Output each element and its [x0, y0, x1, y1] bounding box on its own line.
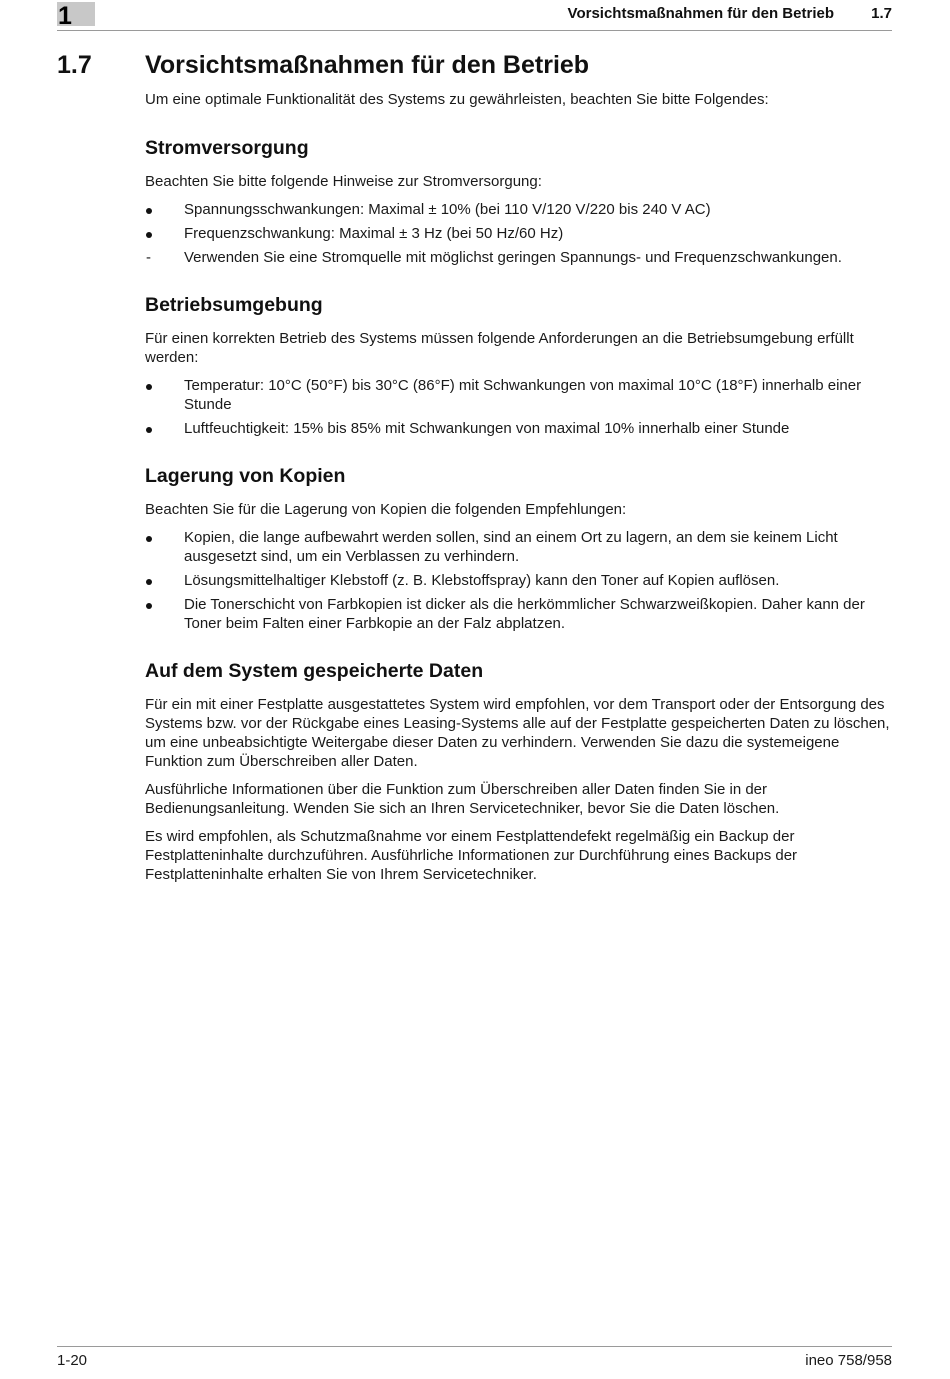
list-item: [145, 200, 893, 219]
subsection-heading: Auf dem System gespeicherte Daten: [145, 660, 484, 682]
page-footer: [57, 1346, 892, 1369]
bullet-dot: [146, 536, 152, 542]
bullet-dot: [146, 208, 152, 214]
list-item-text: Kopien, die lange aufbewahrt werden sollen, sind an einem Ort zu lagern, an dem sie keinem Licht ausgesetzt sind, um ein Verblassen zu verhindern.: [184, 529, 838, 565]
list-item: [145, 248, 893, 267]
page-content: [145, 90, 893, 910]
bullet-icon: [146, 528, 160, 547]
subsection: [145, 136, 893, 267]
list-item-text: Lösungsmittelhaltiger Klebstoff (z. B. Klebstoffspray) kann den Toner auf Kopien auflösen.: [184, 572, 780, 589]
page-number: 1-20: [57, 1352, 88, 1369]
subsection-heading: Stromversorgung: [145, 137, 309, 159]
list-item: [145, 419, 893, 438]
bullet-icon: [146, 595, 160, 614]
section-intro: Um eine optimale Funktionalität des Systems zu gewährleisten, beachten Sie bitte Folgendes:: [145, 91, 769, 108]
bullet-dot: [146, 579, 152, 585]
bullet-icon: [146, 200, 160, 219]
page-header: [57, 0, 892, 31]
bullet-icon: [146, 224, 160, 243]
subsection-list: [145, 136, 893, 884]
list-item: [145, 376, 893, 414]
paragraph: Für einen korrekten Betrieb des Systems müssen folgende Anforderungen an die Betriebsumgebung erfüllt werden:: [145, 330, 854, 366]
bullet-icon: [146, 376, 160, 395]
list-item-text: Temperatur: 10°C (50°F) bis 30°C (86°F) mit Schwankungen von maximal 10°C (18°F) innerhalb einer Stunde: [184, 377, 862, 413]
list-item-text: Spannungsschwankungen: Maximal ± 10% (bei 110 V/120 V/220 bis 240 V AC): [184, 201, 711, 218]
section-title: Vorsichtsmaßnahmen für den Betrieb: [145, 51, 590, 79]
subsection-heading: Betriebsumgebung: [145, 294, 323, 316]
section-number: 1.7: [57, 51, 92, 79]
bullet-dot: [146, 232, 152, 238]
paragraph: Für ein mit einer Festplatte ausgestattetes System wird empfohlen, vor dem Transport oder der Entsorgung des Systems bzw. vor der Rückgabe eines Leasing-Systems alle auf der Festplatte gespeicherten Daten zu löschen, um eine unbeabsichtigte Weitergabe dieser Daten zu verhindern. Verwenden Sie dazu die systemeigene Funktion zum Überschreiben aller Daten.: [145, 696, 890, 770]
paragraph: Beachten Sie für die Lagerung von Kopien die folgenden Empfehlungen:: [145, 501, 627, 518]
list-item-text: Die Tonerschicht von Farbkopien ist dicker als die herkömmlicher Schwarzweißkopien. Daher kann der Toner beim Falten einer Farbkopie an der Falz abplatzen.: [184, 596, 865, 632]
list-item: [145, 528, 893, 566]
subsection-heading: Lagerung von Kopien: [145, 465, 346, 487]
list-item: [145, 224, 893, 243]
subsection: [145, 293, 893, 438]
list-item-text: Luftfeuchtigkeit: 15% bis 85% mit Schwankungen von maximal 10% innerhalb einer Stunde: [184, 420, 790, 437]
bullet-list: [145, 200, 893, 267]
list-item-text: Frequenzschwankung: Maximal ± 3 Hz (bei 50 Hz/60 Hz): [184, 225, 564, 242]
running-header-title: Vorsichtsmaßnahmen für den Betrieb: [567, 5, 834, 22]
running-header-section-number: 1.7: [871, 5, 892, 22]
bullet-dot: [146, 427, 152, 433]
list-item-text: Verwenden Sie eine Stromquelle mit möglichst geringen Spannungs- und Frequenzschwankungen.: [184, 249, 842, 266]
product-name: ineo 758/958: [805, 1352, 892, 1369]
dash-icon: -: [146, 249, 151, 266]
subsection: [145, 464, 893, 633]
list-item: [145, 595, 893, 633]
list-item: [145, 571, 893, 590]
subsection: [145, 659, 893, 884]
bullet-list: [145, 376, 893, 438]
paragraph: Beachten Sie bitte folgende Hinweise zur Stromversorgung:: [145, 173, 542, 190]
section-heading: [57, 50, 589, 80]
chapter-number: 1: [58, 2, 72, 30]
bullet-icon: [146, 419, 160, 438]
bullet-list: [145, 528, 893, 633]
paragraph: Es wird empfohlen, als Schutzmaßnahme vor einem Festplattendefekt regelmäßig ein Backup der Festplatteninhalte durchzuführen. Ausführliche Informationen zur Durchführung eines Backups der Festplatteninhalte erhalten Sie von Ihrem Servicetechniker.: [145, 828, 798, 883]
bullet-dot: [146, 384, 152, 390]
bullet-dot: [146, 603, 152, 609]
paragraph: Ausführliche Informationen über die Funktion zum Überschreiben aller Daten finden Sie in der Bedienungsanleitung. Wenden Sie sich an Ihren Servicetechniker, bevor Sie die Daten löschen.: [145, 781, 780, 817]
bullet-icon: [146, 571, 160, 590]
